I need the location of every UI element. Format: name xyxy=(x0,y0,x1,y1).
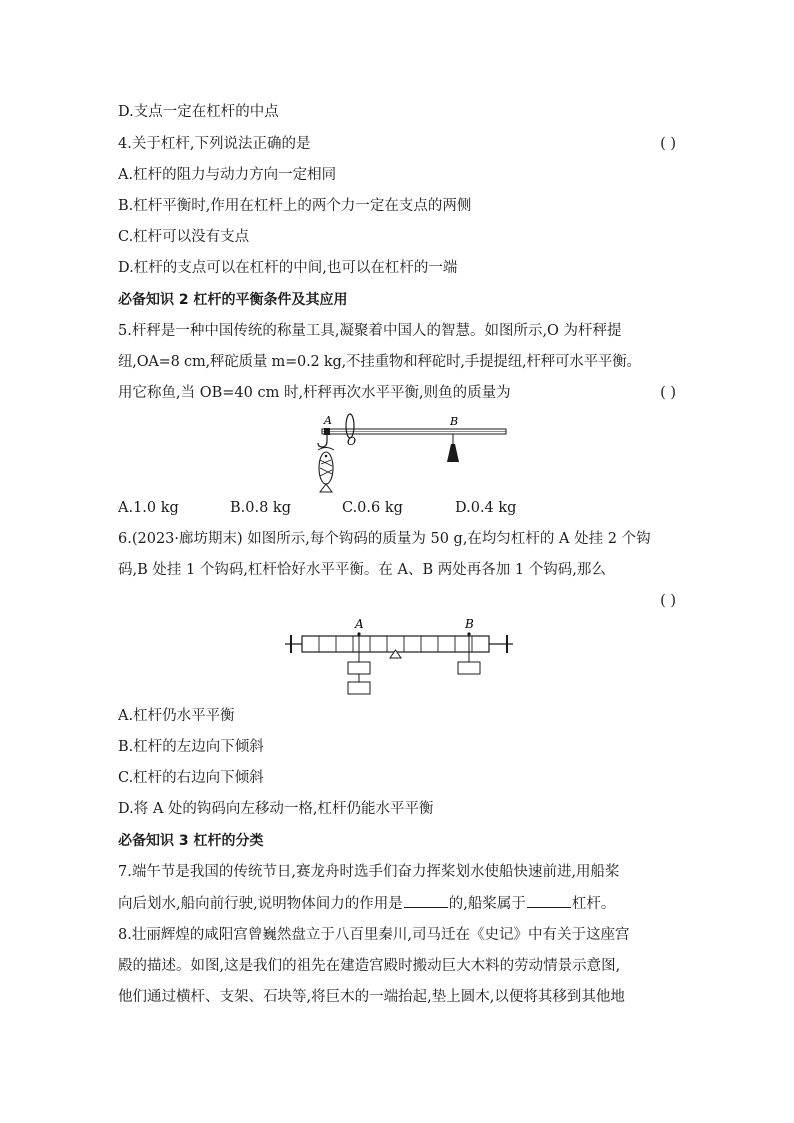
q6-line-1: 6.(2023·廊坊期末) 如图所示,每个钩码的质量为 50 g,在均匀杠杆的 A 处挂 2 个钩 xyxy=(118,531,651,547)
q5-option-d[interactable]: D.0.4 kg xyxy=(455,500,517,516)
q4-stem-text: 4.关于杠杆,下列说法正确的是 xyxy=(118,136,311,152)
q4-option-c: C.杠杆可以没有支点 xyxy=(118,229,250,245)
q5-line-3 xyxy=(118,383,676,403)
q7-blank-2[interactable] xyxy=(527,893,571,908)
q4-stem xyxy=(118,134,676,154)
q6-weight-a1 xyxy=(348,662,370,674)
q6-option-c[interactable]: C.杠杆的右边向下倾斜 xyxy=(118,770,264,786)
q6-line-2: 码,B 处挂 1 个钩码,杠杆恰好水平平衡。在 A、B 两处再各加 1 个钩码,那么 xyxy=(118,562,606,578)
q6-label-a: A xyxy=(355,617,364,631)
q7-line-2-b: 的,船桨属于 xyxy=(448,896,526,912)
q5-hook xyxy=(318,435,327,447)
q8-line-1: 8.壮丽辉煌的咸阳宫曾巍然盘立于八百里秦川,司马迁在《史记》中有关于这座宫 xyxy=(118,927,630,943)
q5-steelyard-figure xyxy=(300,408,515,496)
section-3-title: 必备知识 3 杠杆的分类 xyxy=(118,833,264,849)
q5-option-a[interactable]: A.1.0 kg xyxy=(118,500,179,516)
q6-weight-a2 xyxy=(348,682,370,694)
q5-label-o: O xyxy=(347,435,357,448)
q4-option-b: B.杠杆平衡时,作用在杠杆上的两个力一定在支点的两侧 xyxy=(118,198,472,214)
q7-line-2-a: 向后划水,船向前行驶,说明物体间力的作用是 xyxy=(118,896,403,912)
q6-answer-paren[interactable]: ( ) xyxy=(660,593,676,609)
q4-option-a: A.杠杆的阻力与动力方向一定相同 xyxy=(118,167,337,183)
q7-line-1: 7.端午节是我国的传统节日,赛龙舟时选手们奋力挥桨划水使船快速前进,用船桨 xyxy=(118,864,620,880)
q3-option-d: D.支点一定在杠杆的中点 xyxy=(118,104,279,120)
q7-line-2 xyxy=(118,893,676,914)
q5-line-2: 纽,OA=8 cm,秤砣质量 m=0.2 kg,不挂重物和秤砣时,手提提纽,杆秤可水平平衡。 xyxy=(118,354,641,370)
q5-option-b[interactable]: B.0.8 kg xyxy=(230,500,292,516)
q6-option-a[interactable]: A.杠杆仍水平平衡 xyxy=(118,708,235,724)
q6-lever-figure xyxy=(283,614,515,700)
q4-option-d: D.杠杆的支点可以在杠杆的中间,也可以在杠杆的一端 xyxy=(118,260,458,276)
q5-label-a: A xyxy=(324,414,332,427)
q5-line-1: 5.杆秤是一种中国传统的称量工具,凝聚着中国人的智慧。如图所示,O 为杆秤提 xyxy=(118,323,622,339)
q5-line-3-text: 用它称鱼,当 OB=40 cm 时,杆秤再次水平平衡,则鱼的质量为 xyxy=(118,385,511,401)
q5-hook-mount xyxy=(324,428,330,435)
section-2-title: 必备知识 2 杠杆的平衡条件及其应用 xyxy=(118,292,348,308)
q6-option-d[interactable]: D.将 A 处的钩码向左移动一格,杠杆仍能水平平衡 xyxy=(118,801,434,817)
q4-answer-paren[interactable]: ( ) xyxy=(660,136,676,152)
q6-label-b: B xyxy=(465,617,474,631)
q5-option-c[interactable]: C.0.6 kg xyxy=(342,500,403,516)
q6-option-b[interactable]: B.杠杆的左边向下倾斜 xyxy=(118,739,264,755)
q6-weight-b1 xyxy=(458,662,480,674)
q5-counterweight-icon xyxy=(447,444,459,462)
q5-answer-paren[interactable]: ( ) xyxy=(660,385,676,401)
q8-line-3: 他们通过横杆、支架、石块等,将巨木的一端抬起,垫上圆木,以便将其移到其他地 xyxy=(118,989,625,1005)
q5-label-b: B xyxy=(450,415,459,428)
q5-fish-icon xyxy=(318,448,334,493)
q8-line-2: 殿的描述。如图,这是我们的祖先在建造宫殿时搬动巨大木料的劳动情景示意图, xyxy=(118,958,621,974)
q7-line-2-c: 杠杆。 xyxy=(571,896,616,912)
q7-blank-1[interactable] xyxy=(404,893,448,908)
